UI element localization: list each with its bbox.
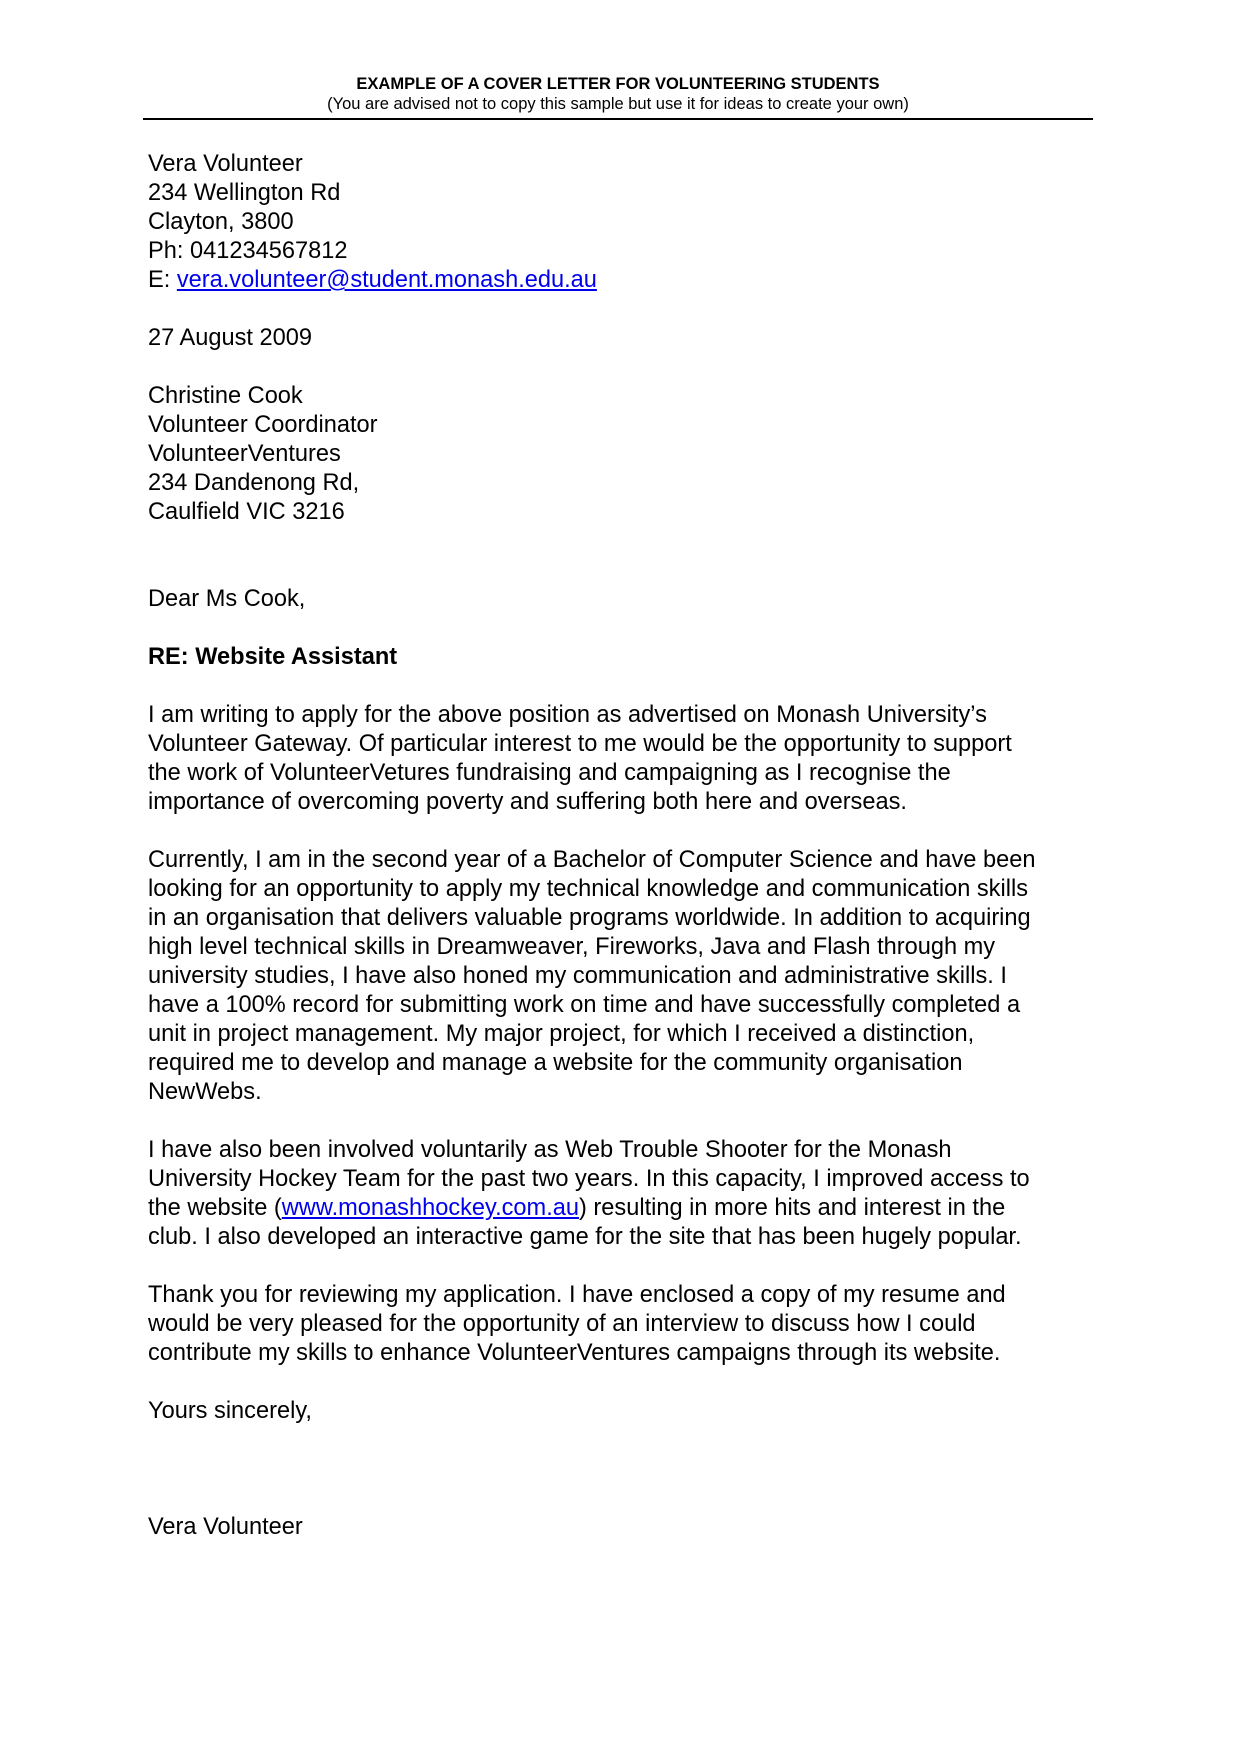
paragraph-experience xyxy=(148,846,1108,1107)
sender-address xyxy=(148,150,1108,295)
sender-email-line xyxy=(148,266,1108,295)
paragraph-line-with-link xyxy=(148,1194,1108,1223)
sender-email-label: E: xyxy=(148,267,177,293)
paragraph-line: University Hockey Team for the past two years. In this capacity, I improved access to xyxy=(148,1166,1030,1192)
paragraph-line: would be very pleased for the opportunity of an interview to discuss how I could xyxy=(148,1311,976,1337)
paragraph-line: Volunteer Gateway. Of particular interest to me would be the opportunity to support xyxy=(148,731,1012,757)
paragraph-line: required me to develop and manage a website for the community organisation xyxy=(148,1050,963,1076)
recipient-name: Christine Cook xyxy=(148,383,303,409)
paragraph-volunteering xyxy=(148,1136,1108,1252)
paragraph-line: the work of VolunteerVetures fundraising and campaigning as I recognise the xyxy=(148,760,951,786)
document-subtitle: (You are advised not to copy this sample but use it for ideas to create your own) xyxy=(327,95,909,113)
sender-name: Vera Volunteer xyxy=(148,151,303,177)
paragraph-line: NewWebs. xyxy=(148,1079,262,1105)
sender-city: Clayton, 3800 xyxy=(148,209,294,235)
paragraph-line: have a 100% record for submitting work on time and have successfully completed a xyxy=(148,992,1021,1018)
recipient-city: Caulfield VIC 3216 xyxy=(148,499,345,525)
hockey-website-link[interactable]: www.monashhockey.com.au xyxy=(281,1195,580,1221)
paragraph-line: looking for an opportunity to apply my technical knowledge and communication skills xyxy=(148,876,1028,902)
document-title: EXAMPLE OF A COVER LETTER FOR VOLUNTEERING STUDENTS xyxy=(356,75,880,93)
recipient-title: Volunteer Coordinator xyxy=(148,412,378,438)
link-prefix-text: the website ( xyxy=(148,1195,282,1221)
sender-phone-line xyxy=(148,237,1108,266)
recipient-address xyxy=(148,382,1108,527)
sender-email-link[interactable]: vera.volunteer@student.monash.edu.au xyxy=(176,267,597,293)
sender-phone-label: Ph: xyxy=(148,238,190,264)
paragraph-line: high level technical skills in Dreamweaver, Fireworks, Java and Flash through my xyxy=(148,934,996,960)
paragraph-line: contribute my skills to enhance VolunteerVentures campaigns through its website. xyxy=(148,1340,1001,1366)
salutation: Dear Ms Cook, xyxy=(148,586,306,612)
paragraph-line: I am writing to apply for the above position as advertised on Monash University’s xyxy=(148,702,987,728)
paragraph-introduction xyxy=(148,701,1108,817)
paragraph-line: club. I also developed an interactive game for the site that has been hugely popular. xyxy=(148,1224,1022,1250)
paragraph-line: university studies, I have also honed my communication and administrative skills. I xyxy=(148,963,1007,989)
header-divider xyxy=(143,118,1093,120)
closing-phrase: Yours sincerely, xyxy=(148,1398,312,1424)
paragraph-line: importance of overcoming poverty and suffering both here and overseas. xyxy=(148,789,907,815)
link-suffix-text: ) resulting in more hits and interest in the xyxy=(579,1195,1006,1221)
paragraph-line: in an organisation that delivers valuable programs worldwide. In addition to acquiring xyxy=(148,905,1031,931)
subject-line: RE: Website Assistant xyxy=(148,644,398,670)
paragraph-line: Thank you for reviewing my application. I have enclosed a copy of my resume and xyxy=(148,1282,1006,1308)
paragraph-line: I have also been involved voluntarily as Web Trouble Shooter for the Monash xyxy=(148,1137,952,1163)
document-header xyxy=(143,74,1093,114)
paragraph-line: Currently, I am in the second year of a Bachelor of Computer Science and have been xyxy=(148,847,1036,873)
paragraph-closing xyxy=(148,1281,1108,1368)
recipient-street: 234 Dandenong Rd, xyxy=(148,470,360,496)
sender-street: 234 Wellington Rd xyxy=(148,180,341,206)
sender-phone: 041234567812 xyxy=(189,238,348,264)
recipient-organisation: VolunteerVentures xyxy=(148,441,341,467)
paragraph-line: unit in project management. My major project, for which I received a distinction, xyxy=(148,1021,975,1047)
letter-date: 27 August 2009 xyxy=(148,325,312,351)
cover-letter xyxy=(148,150,1108,1542)
signature-name: Vera Volunteer xyxy=(148,1514,303,1540)
